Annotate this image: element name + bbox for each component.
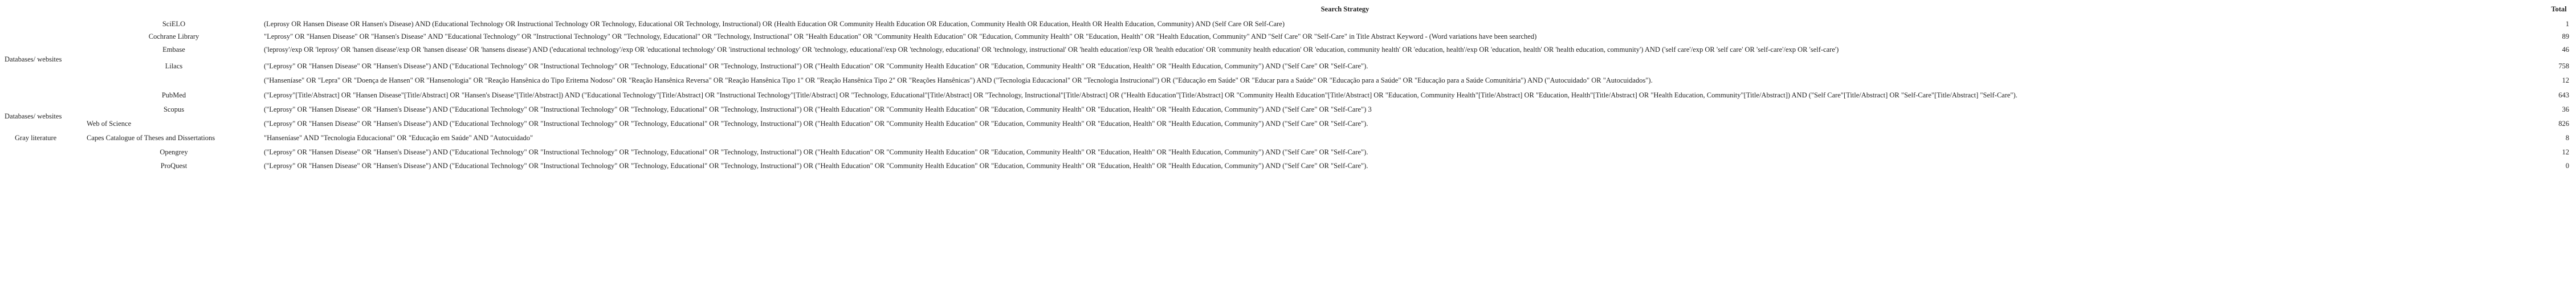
total-count: 643: [2558, 91, 2569, 99]
total-count: 12: [2562, 148, 2569, 156]
search-strategy-text: ("Leprosy" OR "Hansen Disease" OR "Hansen's Disease") AND ("Educational Technology" OR "Instructional Technology" OR "Technology, Educational" OR "Technology, Instructional") OR ("Health Education" OR "Community Health Education" OR "Education, Community Health" OR "Education, Health" OR "Health Education, Community") AND ("Self Care" OR "Self-Care") 3: [264, 105, 1372, 113]
total-count: 1: [2565, 20, 2569, 28]
search-strategy-text: ('leprosy'/exp OR 'leprosy' OR 'hansen disease'/exp OR 'hansen disease' OR 'hansens disease') AND ('educational technology'/exp OR 'educational technology' OR 'instructional technology' OR 'technology, educational'/exp OR 'technology, educational' OR 'technology, instructional' OR 'health education'/exp OR 'health education' OR 'community health education' OR 'education, community health' OR 'education, health'/exp OR 'education, health' OR 'health education, community') AND ('self care'/exp OR 'self care' OR 'self-care'/exp OR 'self-care'): [264, 46, 1839, 54]
group-databases-websites: Databases/ websites: [5, 112, 62, 120]
source-name: Capes Catalogue of Theses and Dissertations: [87, 134, 215, 142]
search-strategy-text: (Leprosy OR Hansen Disease OR Hansen's Disease) AND (Educational Technology OR Instructional Technology OR Technology, Educational OR Technology, Instructional) OR (Health Education OR Community Health Education OR Education, Community Health OR Education, Health OR Health Education, Community) AND (Self Care OR Self-Care): [264, 20, 1285, 28]
search-strategy-text: "Hanseníase" AND "Tecnologia Educacional" OR "Educação em Saúde" AND "Autocuidado": [264, 134, 533, 142]
search-strategy-text: ("Leprosy" OR "Hansen Disease" OR "Hansen's Disease") AND ("Educational Technology" OR "Instructional Technology" OR "Technology, Educational" OR "Technology, Instructional") OR ("Health Education" OR "Community Health Education" OR "Education, Community Health" OR "Education, Health" OR "Health Education, Community") AND ("Self Care" OR "Self-Care").: [264, 120, 1368, 128]
search-strategy-text: ("Leprosy" OR "Hansen Disease" OR "Hansen's Disease") AND ("Educational Technology" OR "Instructional Technology" OR "Technology, Educational" OR "Technology, Instructional") OR ("Health Education" OR "Community Health Education" OR "Education, Community Health" OR "Education, Health" OR "Health Education, Community") AND ("Self Care" OR "Self-Care").: [264, 148, 1368, 156]
source-name: Lilacs: [165, 62, 183, 70]
total-count: 826: [2558, 120, 2569, 128]
group-gray-literature: Gray literature: [15, 134, 57, 142]
total-count: 12: [2562, 76, 2569, 84]
source-name: SciELO: [162, 20, 186, 28]
total-count: 89: [2562, 32, 2569, 40]
search-strategy-text: ("Leprosy"[Title/Abstract] OR "Hansen Disease"[Title/Abstract] OR "Hansen's Disease"[Title/Abstract]) AND ("Educational Technology"[Title/Abstract] OR "Instructional Technology"[Title/Abstract] OR "Technology, Educational"[Title/Abstract] OR "Technology, Instructional"[Title/Abstract] OR ("Health Education"[Title/Abstract] OR "Community Health Education"[Title/Abstract] OR "Education, Community Health"[Title/Abstract] OR "Education, Health"[Title/Abstract] OR "Health Education, Community"[Title/Abstract]) AND ("Self Care"[Title/Abstract] OR "Self-Care"[Title/Abstract] "Self-Care").: [264, 91, 2017, 99]
source-name: Opengrey: [160, 148, 188, 156]
total-count: 46: [2562, 46, 2569, 54]
source-name: ProQuest: [160, 162, 188, 170]
total-count: 0: [2565, 162, 2569, 170]
source-name: Scopus: [163, 105, 185, 113]
header-total: Total: [2551, 5, 2567, 13]
search-strategy-text: ("Hanseníase" OR "Lepra" OR "Doença de Hansen" OR "Hansenologia" OR "Reação Hansênica do Tipo Eritema Nodoso" OR "Reação Hansênica Reversa" OR "Reação Hansênica Tipo 1" OR "Reação Hansênica Tipo 2" OR "Reações Hansênicas") AND ("Tecnologia Educacional" OR "Tecnologia Instrucional") OR ("Educação em Saúde" OR "Educar para a Saúde" OR "Educação para a Saúde" OR "Educação para a Saúde Comunitária") AND ("Autocuidado" OR "Autocuidados").: [264, 76, 1653, 84]
header-search-strategy: Search Strategy: [1320, 5, 1369, 13]
source-name: Cochrane Library: [148, 32, 199, 40]
total-count: 36: [2562, 105, 2569, 113]
total-count: 758: [2558, 62, 2569, 70]
search-strategy-text: ("Leprosy" OR "Hansen Disease" OR "Hansen's Disease") AND ("Educational Technology" OR "Instructional Technology" OR "Technology, Educational" OR "Technology, Instructional") OR ("Health Education" OR "Community Health Education" OR "Education, Community Health" OR "Education, Health" OR "Health Education, Community") AND ("Self Care" OR "Self-Care").: [264, 162, 1368, 170]
source-name: PubMed: [161, 91, 186, 99]
group-databases-websites: Databases/ websites: [5, 55, 62, 63]
group-web-of-science: Web of Science: [87, 120, 132, 128]
total-count: 8: [2565, 134, 2569, 142]
search-strategy-text: ("Leprosy" OR "Hansen Disease" OR "Hansen's Disease") AND ("Educational Technology" OR "Instructional Technology" OR "Technology, Educational" OR "Technology, Instructional") OR ("Health Education" OR "Community Health Education" OR "Education, Community Health" OR "Education, Health" OR "Health Education, Community") AND ("Self Care" OR "Self-Care").: [264, 62, 1368, 70]
source-name: Embase: [162, 46, 185, 54]
search-strategy-text: "Leprosy" OR "Hansen Disease" OR "Hansen's Disease" AND "Educational Technology" OR "Instructional Technology" OR "Technology, Educational" OR "Technology, Instructional" OR "Health Education" OR "Community Health Education" OR "Education, Community Health" OR "Education, Health" OR "Health Education, Community" AND "Self Care" OR "Self-Care" in Title Abstract Keyword - (Word variations have been searched): [264, 32, 1537, 40]
